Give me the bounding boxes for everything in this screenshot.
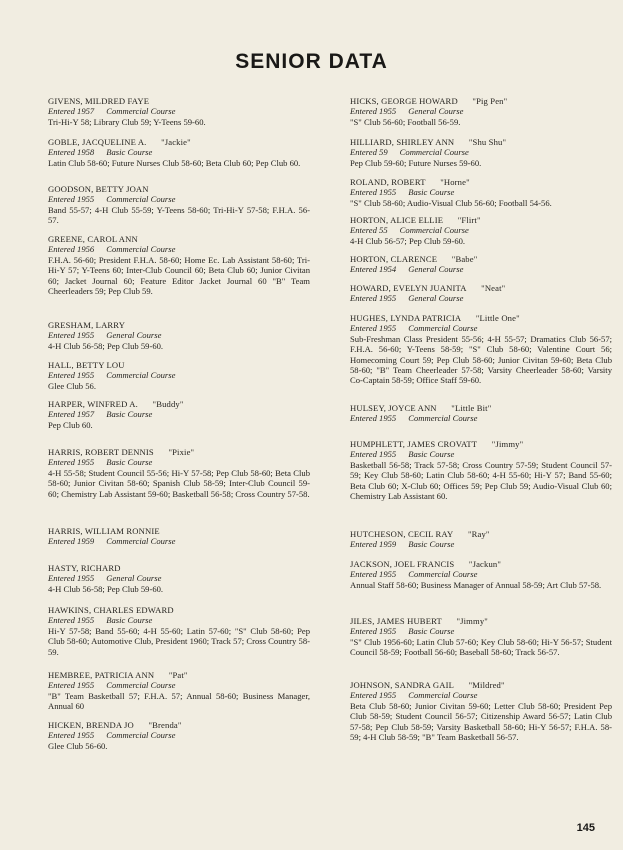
senior-entry	[48, 720, 310, 751]
course: General Course	[408, 264, 464, 275]
senior-name: HUMPHLETT, JAMES CROVATT	[350, 439, 478, 449]
senior-nickname: "Jackun"	[468, 559, 502, 569]
course: Commercial Course	[399, 147, 469, 158]
senior-entry	[350, 680, 612, 742]
activities: 4-H 55-58; Student Council 55-56; Hi-Y 57-58; Pep Club 58-60; Beta Club 58-60; Junior Civitan 58-60; Spanish Club 58-59; Inter-Club Council 59-60; Chemistry Lab Assistant 59-60; Basketball 56-58; Cross Country 57-58.	[48, 467, 310, 499]
course: Basic Course	[106, 409, 153, 420]
activities: Tri-Hi-Y 58; Library Club 59; Y-Teens 59-60.	[48, 116, 206, 127]
senior-name: GOBLE, JACQUELINE A.	[48, 137, 147, 147]
activities: Annual Staff 58-60; Business Manager of Annual 58-59; Art Club 57-58.	[350, 579, 602, 590]
senior-entry	[48, 605, 310, 657]
entered-year: Entered 1955	[48, 573, 95, 584]
course: Basic Course	[408, 539, 455, 550]
senior-nickname: "Ray"	[467, 529, 490, 539]
activities: Basketball 56-58; Track 57-58; Cross Country 57-59; Student Council 57-59; Key Club 58-60; Latin Club 58-60; 4-H 55-60; Hi-Y 57; Band 55-60; Beta Club 60; X-Club 60; Offices 59; Pep Club 59; Audio-Visual Club 60; Chemistry Lab Assistant 60.	[350, 459, 612, 502]
senior-name: GRESHAM, LARRY	[48, 320, 126, 330]
course: General Course	[106, 573, 162, 584]
senior-entry	[350, 137, 612, 168]
course: Commercial Course	[106, 680, 176, 691]
senior-name: HUTCHESON, CECIL RAY	[350, 529, 454, 539]
senior-name: HARRIS, ROBERT DENNIS	[48, 447, 154, 457]
course: Commercial Course	[106, 106, 176, 117]
senior-entry	[350, 215, 612, 246]
senior-name: ROLAND, ROBERT	[350, 177, 426, 187]
senior-nickname: "Horne"	[440, 177, 470, 187]
course: Commercial Course	[106, 370, 176, 381]
course: Commercial Course	[399, 225, 469, 236]
senior-entry	[350, 529, 612, 550]
activities: "B" Team Basketball 57; F.H.A. 57; Annual 58-60; Business Manager, Annual 60	[48, 690, 310, 712]
senior-name: HEMBREE, PATRICIA ANN	[48, 670, 155, 680]
senior-nickname: "Buddy"	[152, 399, 184, 409]
course: Basic Course	[106, 457, 153, 468]
senior-nickname: "Neat"	[481, 283, 506, 293]
senior-name: HASTY, RICHARD	[48, 563, 121, 573]
entered-year: Entered 55	[350, 225, 388, 236]
entered-year: Entered 1957	[48, 106, 95, 117]
course: Commercial Course	[106, 194, 176, 205]
course: Commercial Course	[408, 323, 478, 334]
senior-entry	[350, 616, 612, 658]
entered-year: Entered 1955	[48, 615, 95, 626]
senior-nickname: "Pixie"	[168, 447, 195, 457]
senior-nickname: "Jimmy"	[456, 616, 488, 626]
senior-entry	[48, 399, 310, 430]
senior-name: JACKSON, JOEL FRANCIS	[350, 559, 455, 569]
entered-year: Entered 1955	[350, 293, 397, 304]
activities: Band 55-57; 4-H Club 55-59; Y-Teens 58-60; Tri-Hi-Y 57-58; F.H.A. 56-57.	[48, 204, 310, 226]
senior-name: HORTON, CLARENCE	[350, 254, 438, 264]
entered-year: Entered 1955	[48, 194, 95, 205]
entered-year: Entered 1955	[48, 330, 95, 341]
entered-year: Entered 1959	[48, 536, 95, 547]
senior-nickname: "Mildred"	[468, 680, 505, 690]
senior-name: HUGHES, LYNDA PATRICIA	[350, 313, 462, 323]
senior-name: GREENE, CAROL ANN	[48, 234, 138, 244]
entered-year: Entered 1955	[350, 569, 397, 580]
entered-year: Entered 1955	[48, 457, 95, 468]
senior-name: HICKEN, BRENDA JO	[48, 720, 134, 730]
entered-year: Entered 1956	[48, 244, 95, 255]
senior-entry	[48, 447, 310, 499]
senior-entry	[350, 403, 612, 424]
senior-entry	[350, 177, 612, 208]
senior-name: HARPER, WINFRED A.	[48, 399, 138, 409]
senior-nickname: "Flirt"	[457, 215, 481, 225]
entered-year: Entered 1955	[350, 413, 397, 424]
entered-year: Entered 1955	[350, 449, 397, 460]
senior-nickname: "Pat"	[168, 670, 188, 680]
entered-year: Entered 1955	[350, 626, 397, 637]
activities: Latin Club 58-60; Future Nurses Club 58-60; Beta Club 60; Pep Club 60.	[48, 157, 301, 168]
senior-name: HOWARD, EVELYN JUANITA	[350, 283, 467, 293]
senior-nickname: "Little Bit"	[451, 403, 492, 413]
page-number: 145	[576, 822, 595, 834]
senior-nickname: "Little One"	[475, 313, 520, 323]
senior-entry	[48, 184, 310, 226]
entered-year: Entered 1955	[350, 690, 397, 701]
course: Basic Course	[408, 626, 455, 637]
senior-entry	[48, 360, 310, 391]
senior-nickname: "Brenda"	[148, 720, 182, 730]
senior-name: HULSEY, JOYCE ANN	[350, 403, 437, 413]
entered-year: Entered 1957	[48, 409, 95, 420]
course: General Course	[408, 293, 464, 304]
senior-name: HARRIS, WILLIAM RONNIE	[48, 526, 160, 536]
senior-nickname: "Pig Pen"	[472, 96, 508, 106]
activities: Glee Club 56-60.	[48, 740, 108, 751]
activities: F.H.A. 56-60; President F.H.A. 58-60; Home Ec. Lab Assistant 58-60; Tri-Hi-Y 57; Y-Teens 60; Inter-Club Council 60; Beta Club 60; Junior Civitan 60; Jacket Journal 60; Feature Editor Jacket Journal 60 "B" Team Cheerleaders 59; Pep Club 59.	[48, 254, 310, 297]
senior-name: HORTON, ALICE ELLIE	[350, 215, 444, 225]
course: Basic Course	[408, 187, 455, 198]
entered-year: Entered 1959	[350, 539, 397, 550]
senior-nickname: "Jackie"	[161, 137, 191, 147]
senior-entry	[350, 283, 612, 304]
course: Basic Course	[106, 615, 153, 626]
senior-name: HILLIARD, SHIRLEY ANN	[350, 137, 455, 147]
entered-year: Entered 1955	[48, 680, 95, 691]
senior-entry	[48, 234, 310, 296]
senior-entry	[350, 559, 612, 590]
activities: Pep Club 60.	[48, 419, 93, 430]
activities: "S" Club 56-60; Football 56-59.	[350, 116, 461, 127]
course: Basic Course	[408, 449, 455, 460]
senior-name: JILES, JAMES HUBERT	[350, 616, 442, 626]
course: Commercial Course	[408, 413, 478, 424]
course: Commercial Course	[408, 690, 478, 701]
senior-name: GIVENS, MILDRED FAYE	[48, 96, 150, 106]
activities: Hi-Y 57-58; Band 55-60; 4-H 55-60; Latin 57-60; "S" Club 58-60; Pep Club 58-60; Automotive Club, President 1960; Track 57; Cross Country 58-59.	[48, 625, 310, 657]
course: Basic Course	[106, 147, 153, 158]
course: Commercial Course	[106, 244, 176, 255]
activities: Pep Club 59-60; Future Nurses 59-60.	[350, 157, 482, 168]
activities: 4-H Club 56-58; Pep Club 59-60.	[48, 583, 164, 594]
senior-entry	[350, 439, 612, 501]
activities: "S" Club 58-60; Audio-Visual Club 56-60; Football 54-56.	[350, 197, 552, 208]
senior-entry	[48, 96, 310, 127]
activities: "S" Club 1956-60; Latin Club 57-60; Key Club 58-60; Hi-Y 56-57; Student Council 58-59; Football 56-60; Baseball 58-60; Track 56-57.	[350, 636, 612, 658]
senior-name: HICKS, GEORGE HOWARD	[350, 96, 458, 106]
senior-name: JOHNSON, SANDRA GAIL	[350, 680, 454, 690]
entered-year: Entered 59	[350, 147, 388, 158]
course: Commercial Course	[106, 730, 176, 741]
course: General Course	[408, 106, 464, 117]
senior-entry	[48, 670, 310, 712]
entered-year: Entered 1955	[48, 370, 95, 381]
senior-name: HALL, BETTY LOU	[48, 360, 125, 370]
senior-entry	[48, 563, 310, 594]
senior-entry	[350, 96, 612, 127]
entered-year: Entered 1955	[350, 323, 397, 334]
senior-nickname: "Babe"	[451, 254, 478, 264]
senior-entry	[350, 313, 612, 386]
activities: Glee Club 56.	[48, 380, 96, 391]
course: Commercial Course	[106, 536, 176, 547]
entered-year: Entered 1955	[48, 730, 95, 741]
senior-entry	[48, 526, 310, 547]
senior-entry	[48, 320, 310, 351]
senior-entry	[48, 137, 310, 168]
entered-year: Entered 1955	[350, 106, 397, 117]
entered-year: Entered 1954	[350, 264, 397, 275]
activities: Beta Club 58-60; Junior Civitan 59-60; Letter Club 58-60; President Pep Club 58-59; Student Council 56-57; Citizenship Award 56-57; Latin Club 57-58; Pep Club 58-59; Varsity Basketball 58-60; Hi-Y 56-57; F.H.A. 58-59; 4-H Club 58-59; "B" Team Basketball 56-57.	[350, 700, 612, 743]
activities: 4-H Club 56-58; Pep Club 59-60.	[48, 340, 164, 351]
entered-year: Entered 1958	[48, 147, 95, 158]
course: Commercial Course	[408, 569, 478, 580]
senior-name: GOODSON, BETTY JOAN	[48, 184, 149, 194]
activities: Sub-Freshman Class President 55-56; 4-H 55-57; Dramatics Club 56-57; F.H.A. 56-60; Y-Teens 58-59; "S" Club 58-60; Valentine Court 56; Homecoming Court 59; Pep Club 58-60; Junior Civitan 59-60; Beta Club 58-60; "B" Team Cheerleader 57-58; Varsity Cheerleader 58-60; Varsity Co-Captain 58-59; Office Staff 59-60.	[350, 333, 612, 386]
course: General Course	[106, 330, 162, 341]
senior-entry	[350, 254, 612, 275]
page-title: SENIOR DATA	[235, 50, 388, 73]
senior-nickname: "Jimmy"	[491, 439, 524, 449]
senior-nickname: "Shu Shu"	[468, 137, 507, 147]
entered-year: Entered 1955	[350, 187, 397, 198]
activities: 4-H Club 56-57; Pep Club 59-60.	[350, 235, 466, 246]
senior-name: HAWKINS, CHARLES EDWARD	[48, 605, 174, 615]
